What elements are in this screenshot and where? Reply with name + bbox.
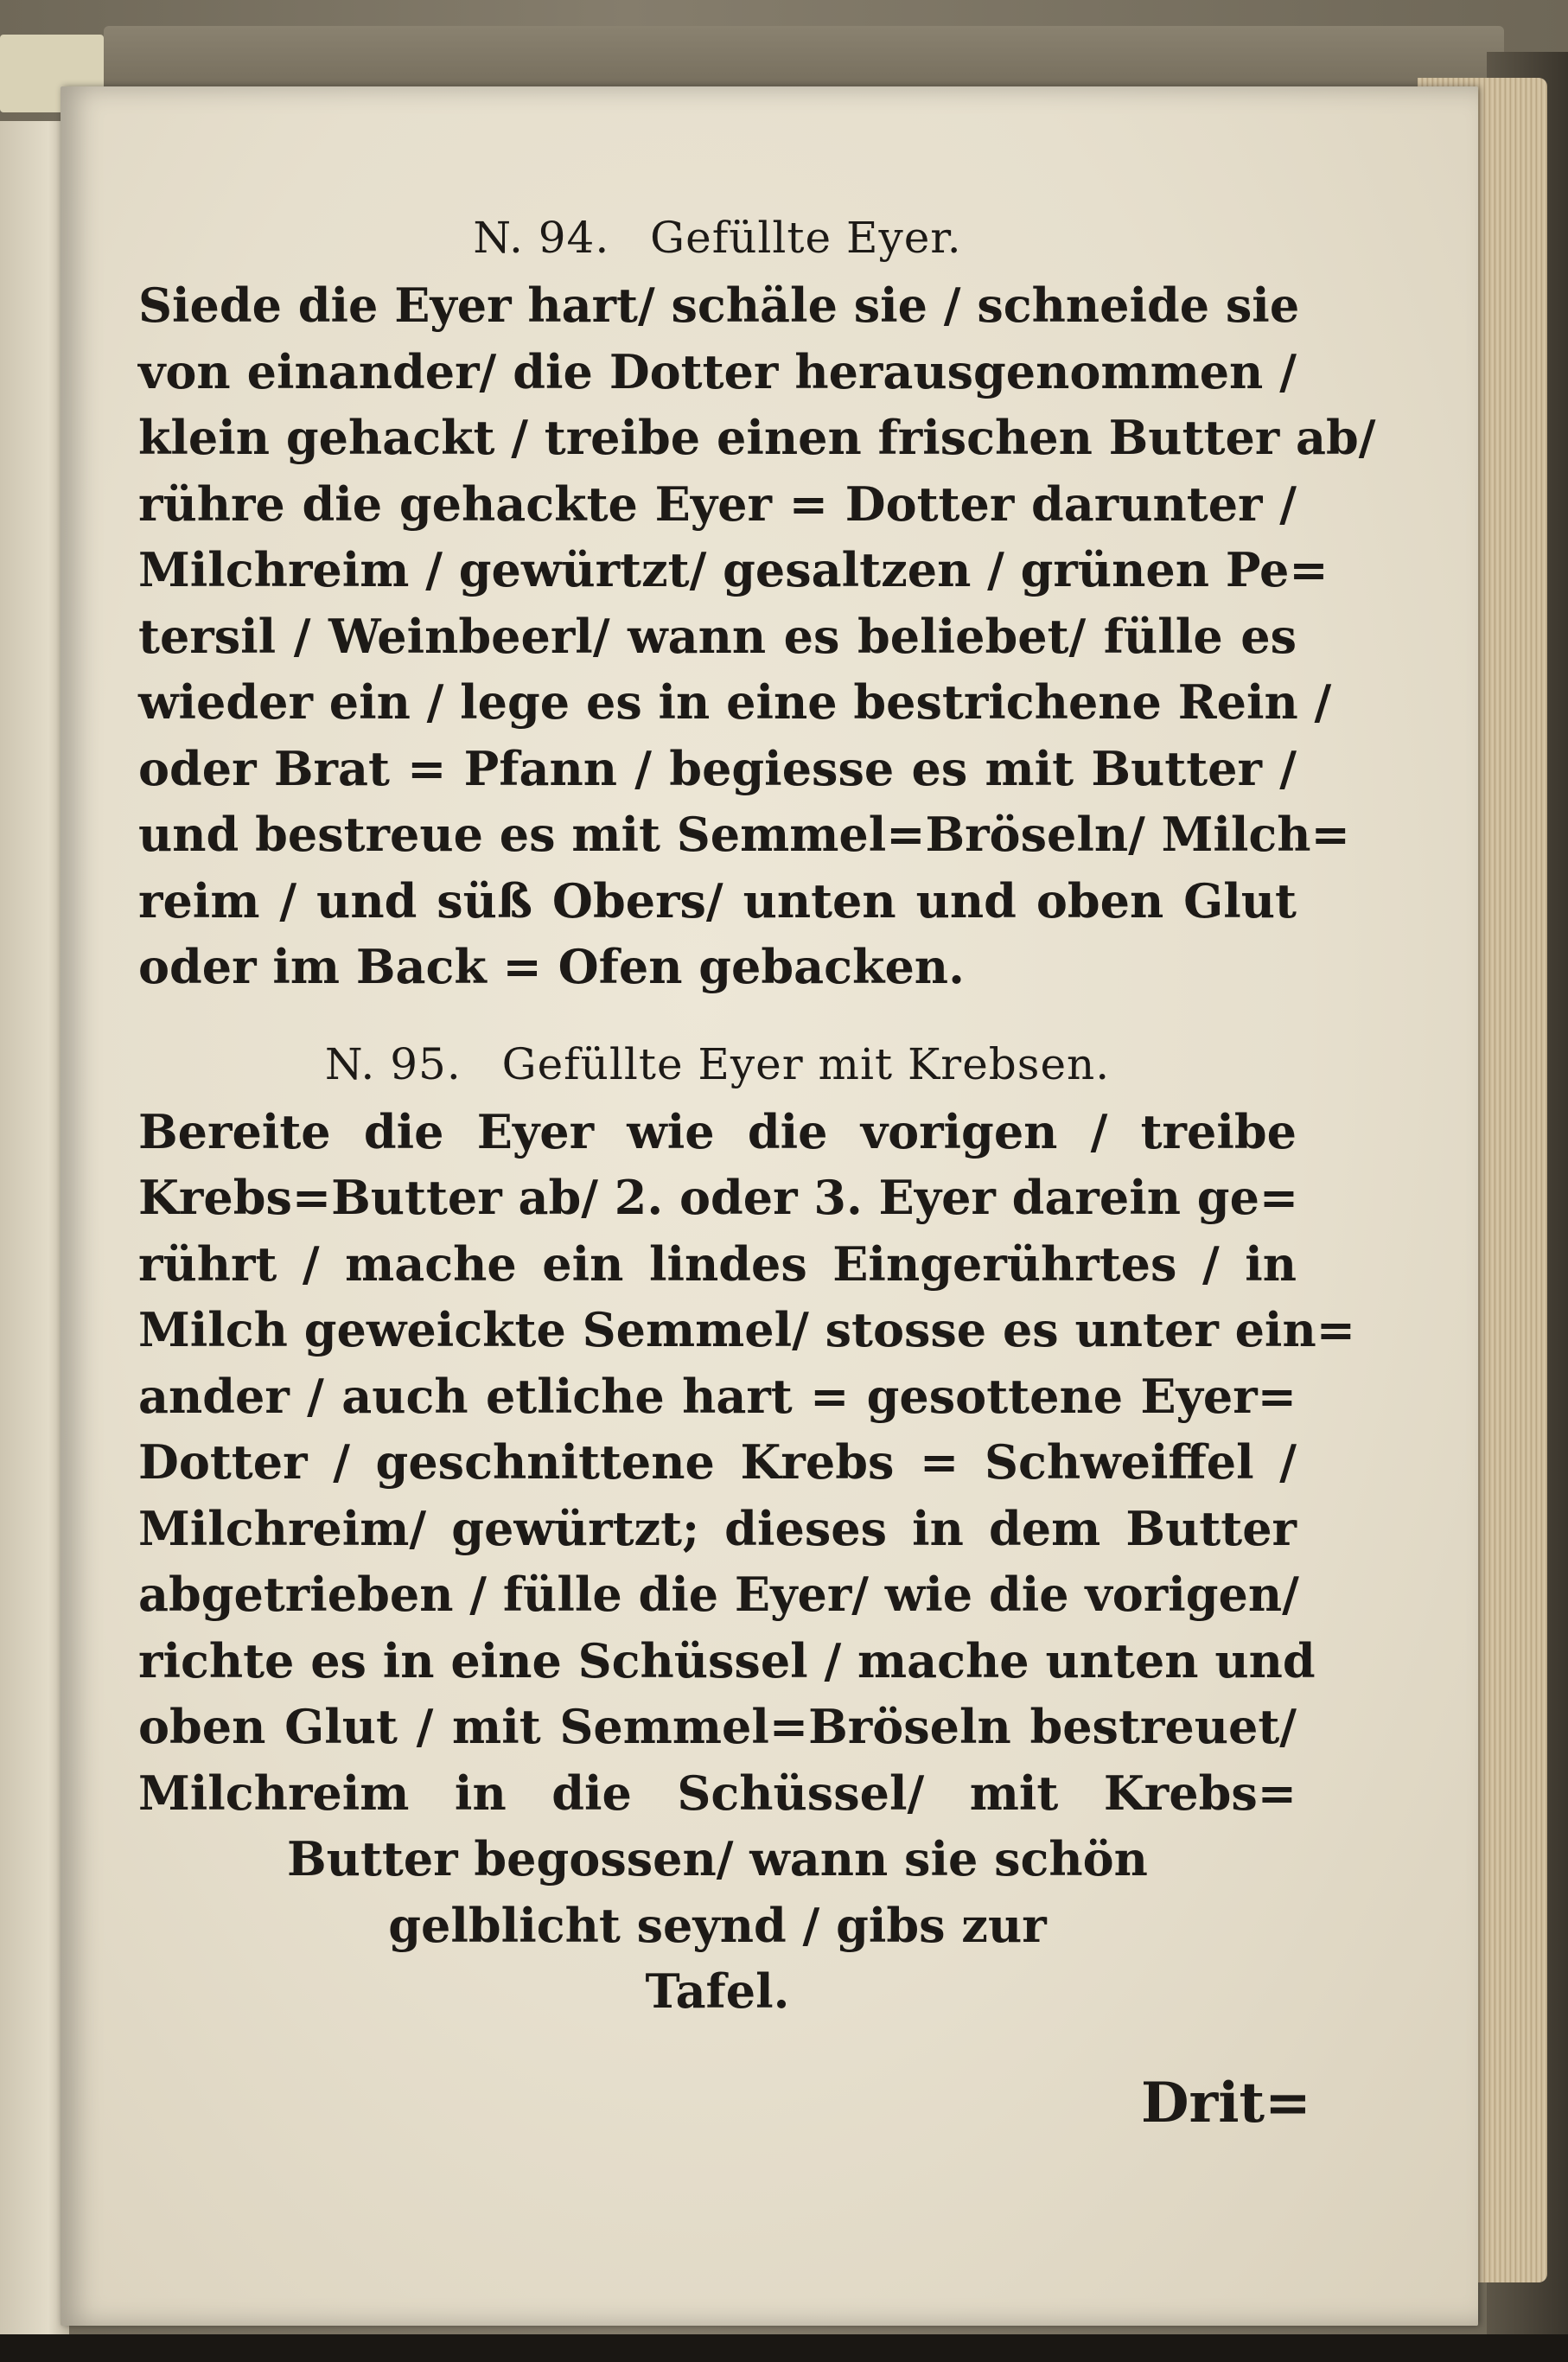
text-line: oder im Back = Ofen gebacken. [138, 939, 965, 994]
cover-top-edge [104, 26, 1504, 95]
text-line: ander / auch etliche hart = gesottene Eyer= [138, 1368, 1297, 1424]
text-line: Milchreim in die Schüssel/ mit Krebs= [138, 1765, 1297, 1821]
text-line: rühre die gehackte Eyer = Dotter darunter / [138, 476, 1297, 532]
text-line: reim / und süß Obers/ unten und oben Glut [138, 872, 1297, 929]
text-line: Dotter / geschnittene Krebs = Schweiffel / [138, 1434, 1297, 1490]
recipe-95-body [138, 1099, 1355, 2025]
text-line: gelblicht seynd / gibs zur [388, 1897, 1047, 1953]
recipe-94-body [138, 272, 1376, 1000]
left-page-edge [0, 121, 69, 2334]
page-text [138, 203, 1376, 2025]
text-line: Siede die Eyer hart/ schäle sie / schneide sie [138, 278, 1300, 333]
text-line: Bereite die Eyer wie die vorigen / treibe [138, 1103, 1297, 1159]
text-line: oben Glut / mit Semmel=Bröseln bestreuet/ [138, 1699, 1297, 1754]
text-line: klein gehackt / treibe einen frischen Butter ab/ [138, 410, 1376, 465]
recipe-94-title: Gefüllte Eyer. [650, 213, 962, 263]
recipe-94-heading [138, 203, 1297, 272]
text-line: Krebs=Butter ab/ 2. oder 3. Eyer darein ge= [138, 1170, 1299, 1225]
recipe-95-heading [138, 1030, 1297, 1099]
text-line: Milchreim/ gewürtzt; dieses in dem Butter [138, 1500, 1297, 1556]
recipe-95-title: Gefüllte Eyer mit Krebsen. [501, 1038, 1111, 1089]
text-line: Milch geweickte Semmel/ stosse es unter ein= [138, 1302, 1355, 1357]
text-line: Tafel. [645, 1963, 790, 2019]
text-line: von einander/ die Dotter herausgenommen / [138, 343, 1297, 399]
text-line: Milchreim / gewürtzt/ gesaltzen / grünen Pe= [138, 542, 1329, 597]
text-line: tersil / Weinbeerl/ wann es beliebet/ fülle es [138, 608, 1297, 664]
recipe-95-number: N. 95. [324, 1038, 462, 1089]
text-line: Butter begossen/ wann sie schön [287, 1831, 1148, 1886]
text-line: wieder ein / lege es in eine bestrichene Rein / [138, 674, 1332, 730]
recipe-94-number: N. 94. [473, 213, 610, 263]
catchword: Drit= [1141, 2071, 1311, 2135]
text-line: rührt / mache ein lindes Eingerührtes / in [138, 1235, 1297, 1292]
text-line: abgetrieben / fülle die Eyer/ wie die vorigen/ [138, 1567, 1299, 1622]
text-line: richte es in eine Schüssel / mache unten und [138, 1632, 1316, 1689]
text-line: oder Brat = Pfann / begiesse es mit Butter / [138, 740, 1297, 796]
text-line: und bestreue es mit Semmel=Bröseln/ Milch= [138, 807, 1350, 862]
